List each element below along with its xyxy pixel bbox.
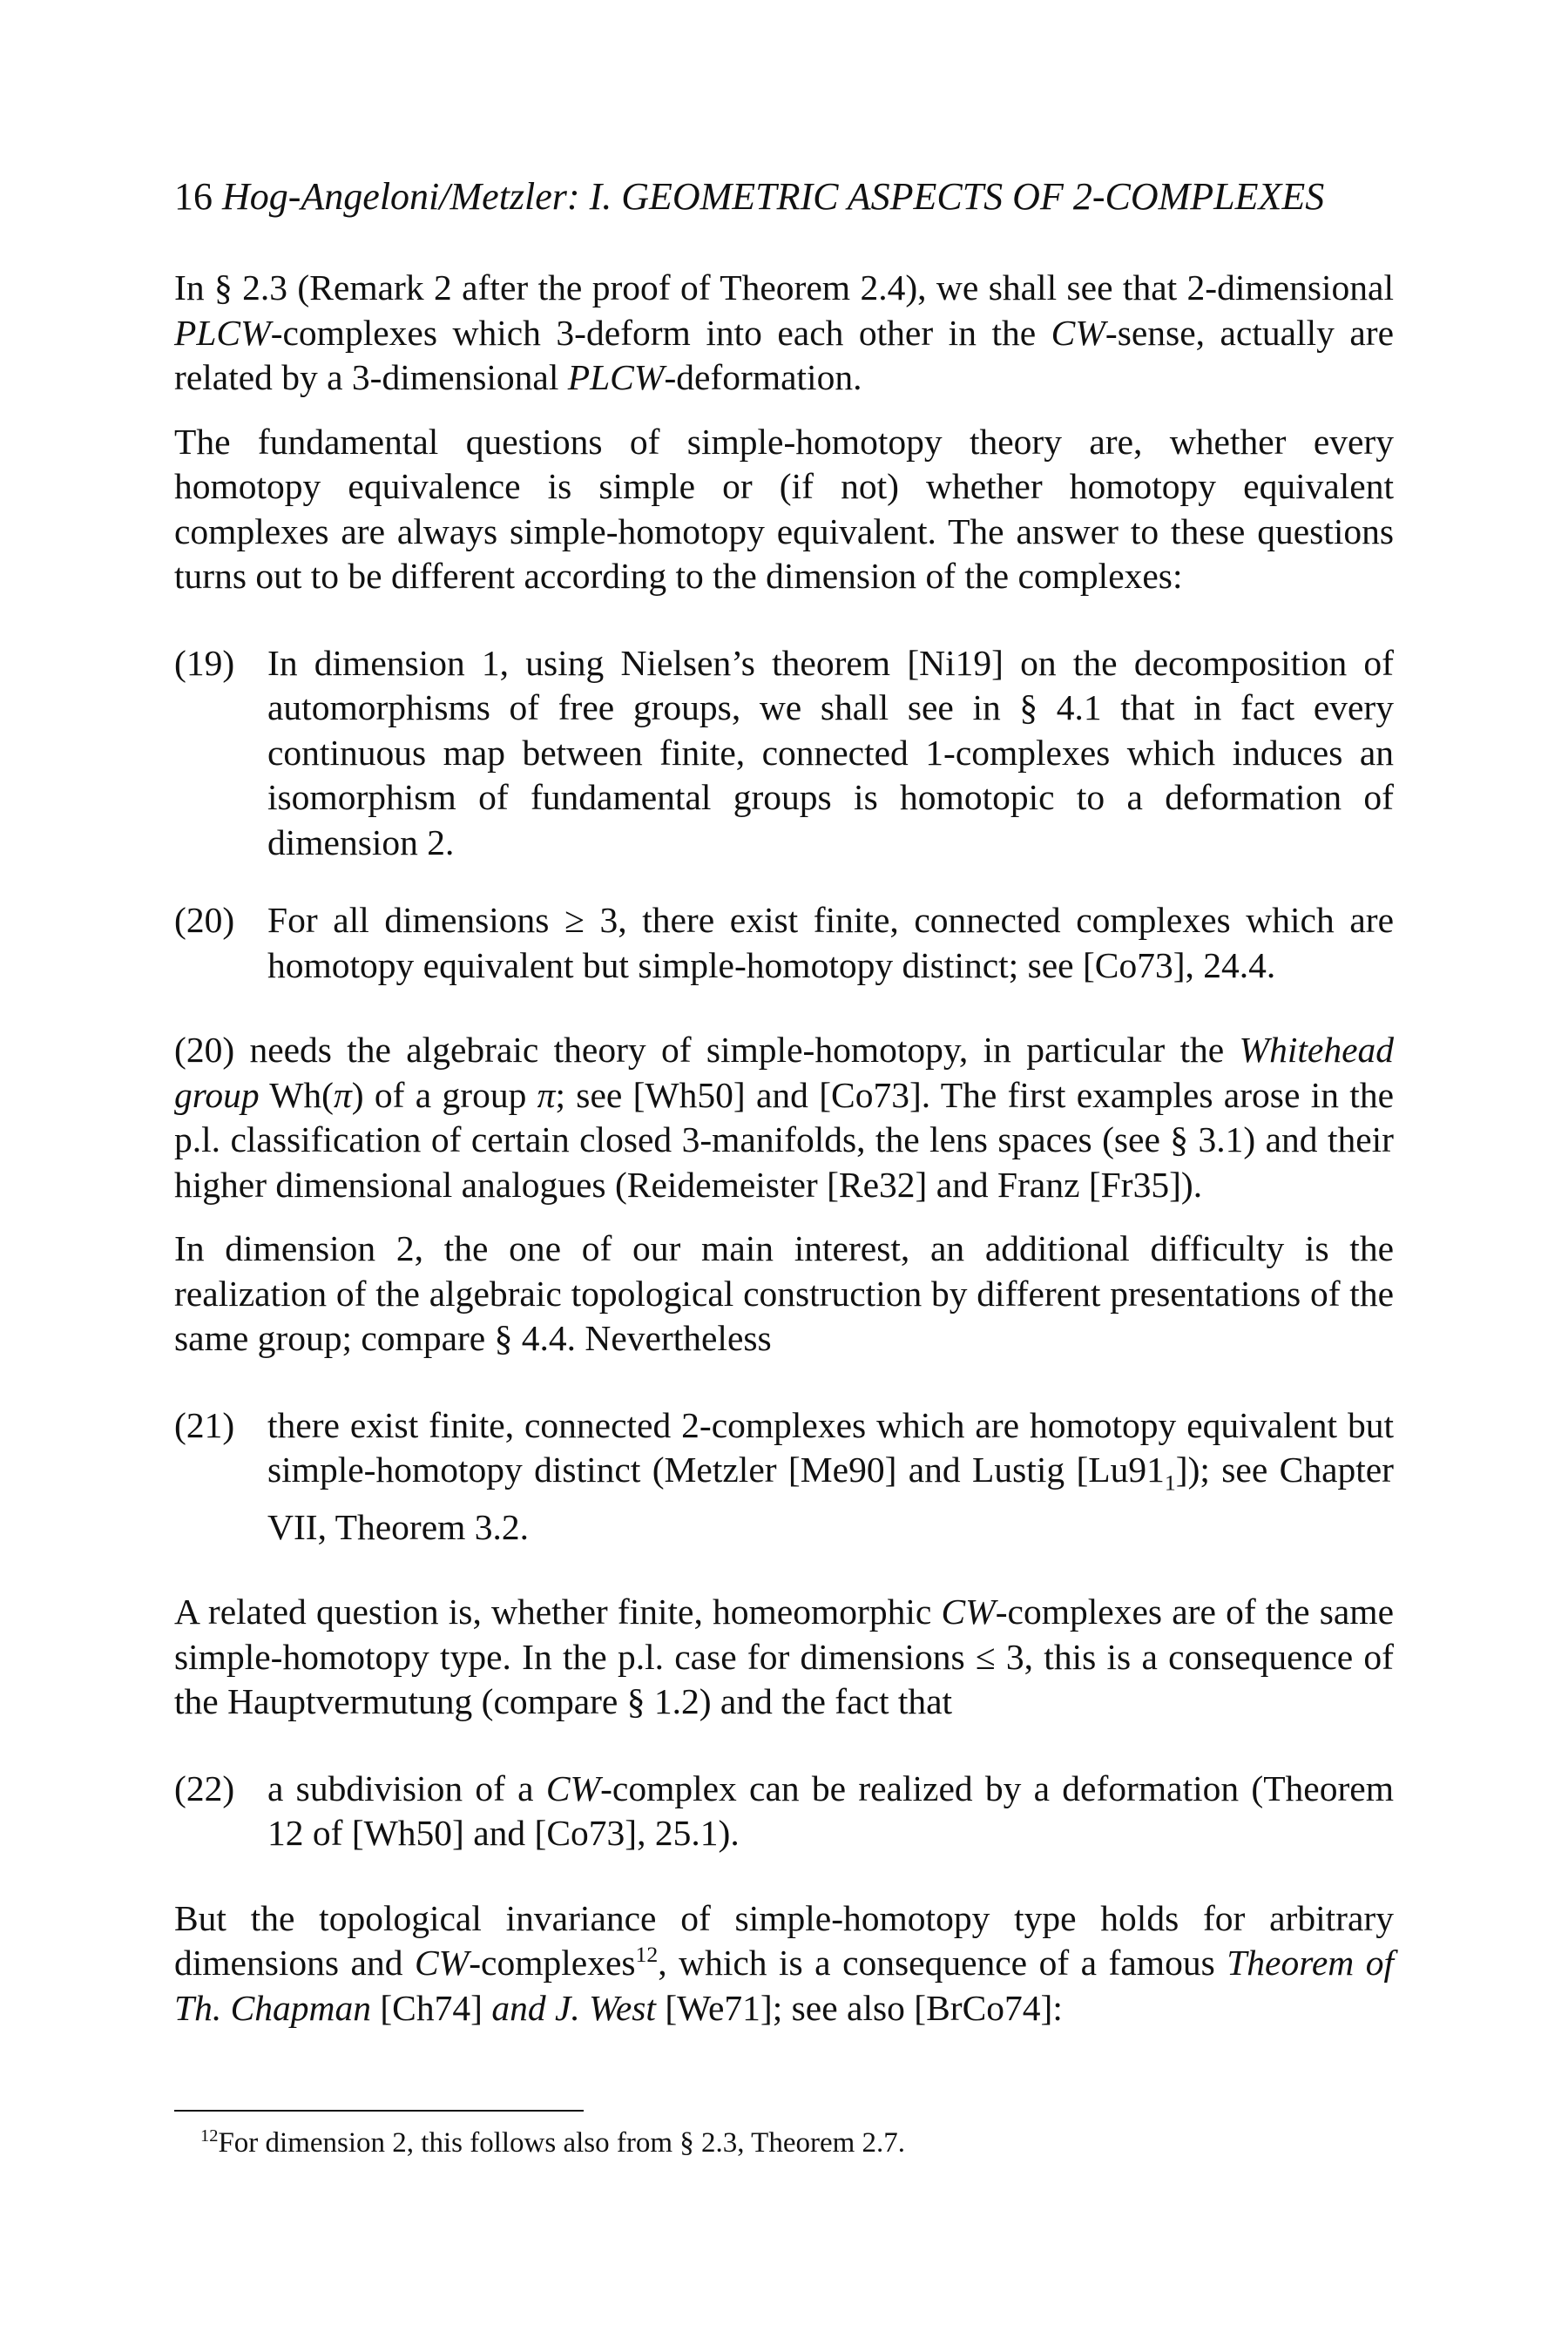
text-run: ; see [Wh50] and [Co73]. The first examples arose in the p.l. classification of certain closed 3-manifolds, the lens spaces (see § 3.1) and their higher dimensional analogues (Reidemeister [Re32] and Franz [Fr35]). (174, 1074, 1394, 1205)
text-run: -deformation. (664, 357, 862, 397)
text-run: ) of a group (351, 1074, 537, 1115)
italic-west: and J. West (491, 1987, 656, 2028)
math-cw: CW (941, 1592, 996, 1632)
text-run: In § 2.3 (Remark 2 after the proof of Theorem 2.4), we shall see that 2-dimensional (174, 267, 1394, 308)
paragraph-fundamental-questions: The fundamental questions of simple-homotopy theory are, whether every homotopy equivalence is simple or (if not) whether homotopy equivalent complexes are always simple-homotopy equivalent. The answer to these questions turns out to be different according to the dimension of the complexes: (174, 421, 1394, 596)
footnote-mark: 12 (200, 2126, 219, 2146)
item-label: (22) (174, 1767, 235, 1808)
math-cw: CW (414, 1943, 470, 1984)
text-run: -complex can be realized by a deformation (Theorem 12 of [Wh50] and [Co73], 25.1). (267, 1767, 1394, 1854)
text-run: -sense, actually are related by a 3-dimensional (174, 312, 1395, 397)
text-run: a subdivision of a (267, 1767, 546, 1808)
italic-theorem-chapman: Theorem of Th. Chapman (174, 1943, 1394, 2028)
math-plcw: PLCW (174, 312, 271, 353)
text-run: -complexes which 3-deform into each other in the (270, 312, 1051, 353)
text-run: -complexes are of the same simple-homotopy type. In the p.l. case for dimensions ≤ 3, this is a consequence of the Hauptvermutung (compare § 1.2) and the fact that (174, 1592, 1394, 1722)
paragraph-plcw (174, 266, 1394, 401)
text-run: -complexes (469, 1943, 636, 1984)
item-label: (20) (174, 900, 235, 940)
numbered-item-21 (174, 1403, 1394, 1551)
text-run: there exist finite, connected 2-complexes which are homotopy equivalent but simple-homotopy distinct (Metzler [Me90] and Lustig [Lu91 (267, 1404, 1394, 1490)
item-text (267, 1403, 1394, 1551)
text-run: (20) needs the algebraic theory of simple-homotopy, in particular the (174, 1030, 1240, 1070)
numbered-item-19 (174, 641, 1394, 866)
numbered-item-20 (174, 898, 1394, 988)
footnote-ref[interactable]: 12 (635, 1942, 659, 1968)
text-run: , which is a consequence of a famous (658, 1943, 1227, 1984)
numbered-item-22 (174, 1767, 1394, 1856)
footnote-text: For dimension 2, this follows also from § 2.3, Theorem 2.7. (218, 2127, 906, 2159)
item-text: For all dimensions ≥ 3, there exist finite, connected complexes which are homotopy equivalent but simple-homotopy distinct; see [Co73], 24.4. (267, 900, 1394, 985)
text-run: But the topological invariance of simple-homotopy type holds for arbitrary dimensions and (174, 1897, 1394, 1984)
item-label: (21) (174, 1404, 235, 1445)
math-plcw: PLCW (567, 357, 665, 397)
item-label: (19) (174, 642, 235, 683)
item-text (267, 1767, 1394, 1856)
text-run: ]); see Chapter VII, Theorem 3.2. (267, 1450, 1395, 1547)
running-title: Hog-Angeloni/Metzler: I. GEOMETRIC ASPECTS OF 2-COMPLEXES (222, 175, 1325, 218)
math-cw: CW (1051, 312, 1105, 353)
math-cw: CW (545, 1767, 601, 1808)
text-run: [We71]; see also [BrCo74]: (655, 1987, 1063, 2028)
text-run: Wh( (259, 1074, 334, 1115)
subscript: 1 (1164, 1470, 1176, 1496)
item-text: In dimension 1, using Nielsen’s theorem [Ni19] on the decomposition of automorphisms of free groups, we shall see in § 4.1 that in fact every continuous map between finite, connected 1-complexes which induces an isomorphism of fundamental groups is homotopic to a deformation of dimension 2. (267, 642, 1394, 862)
paragraph-homeomorphic (174, 1590, 1394, 1725)
footnote-divider (174, 2110, 584, 2112)
page-number: 16 (174, 175, 213, 218)
text-run: [Ch74] (370, 1987, 492, 2028)
math-pi: π (333, 1074, 352, 1115)
math-pi: π (537, 1074, 556, 1115)
text-run: A related question is, whether finite, homeomorphic (174, 1592, 942, 1632)
italic-whitehead-group: Whitehead group (174, 1030, 1394, 1115)
footnote (200, 2126, 1394, 2160)
running-header (174, 174, 1394, 219)
paragraph-topological-invariance (174, 1896, 1394, 2031)
body-text (174, 266, 1394, 2050)
paragraph-whitehead (174, 1028, 1394, 1207)
paragraph-dimension-2: In dimension 2, the one of our main interest, an additional difficulty is the realization of the algebraic topological construction by different presentations of the same group; compare § 4.4. Nevertheless (174, 1228, 1394, 1358)
